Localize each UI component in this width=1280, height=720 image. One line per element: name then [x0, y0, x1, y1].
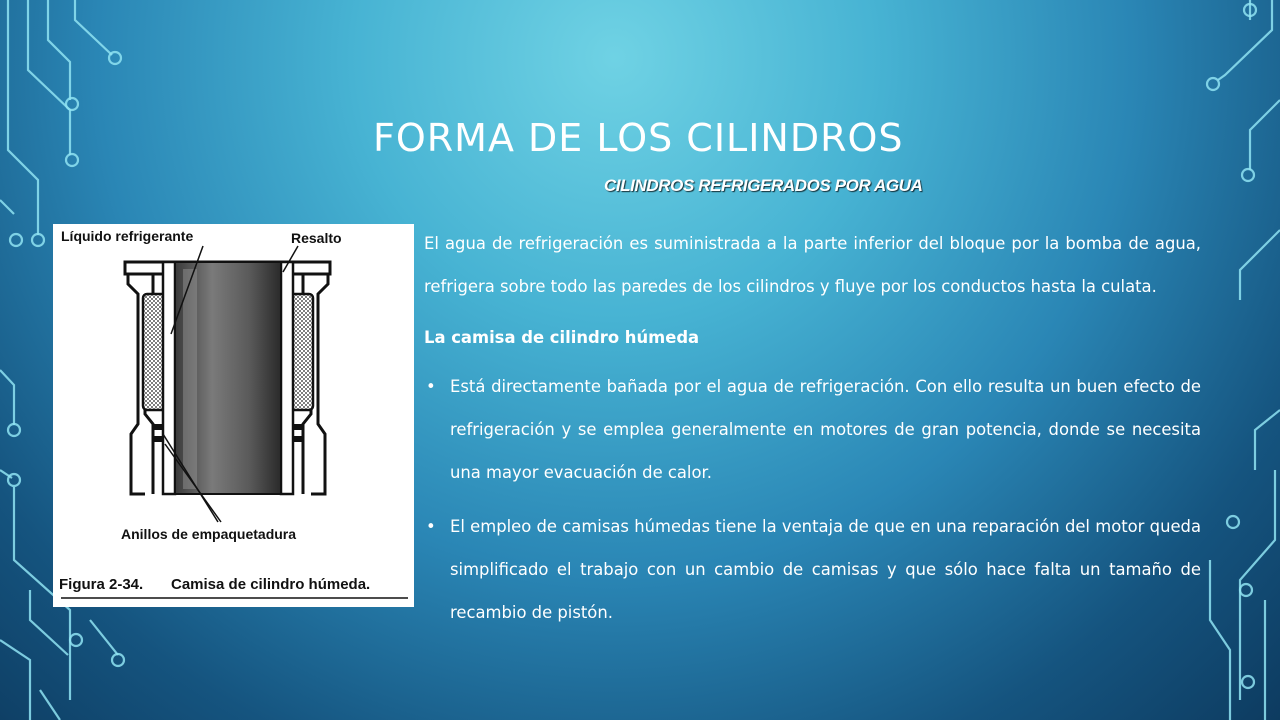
label-coolant: Líquido refrigerante: [61, 228, 194, 244]
label-collar: Resalto: [291, 230, 342, 246]
slide-body: [424, 222, 1201, 645]
intro-paragraph: El agua de refrigeración es suministrada a la parte inferior del bloque por la bomba de agua, refrigera sobre todo las paredes de los cilindros y fluye por los conductos hasta la culata.: [424, 234, 1201, 296]
bullet-text: El empleo de camisas húmedas tiene la ventaja de que en una reparación del motor queda simplificado el trabajo con un cambio de camisas y que sólo hace falta un tamaño de recambio de pistón.: [450, 517, 1201, 622]
bullet-text: Está directamente bañada por el agua de refrigeración. Con ello resulta un buen efecto de refrigeración y se emplea generalmente en motores de gran potencia, donde se necesita una mayor evacuación de calor.: [450, 377, 1201, 482]
section-heading: La camisa de cilindro húmeda: [424, 328, 700, 347]
list-item: [424, 365, 1201, 494]
bullet-icon: •: [426, 517, 436, 536]
list-item: [424, 505, 1201, 634]
cylinder-liner-diagram: [53, 224, 414, 607]
bullet-list: [424, 365, 1201, 634]
cylinder-liner-figure: [53, 224, 414, 607]
slide-subtitle: CILINDROS REFRIGERADOS POR AGUA: [604, 176, 923, 195]
figure-caption-text: Camisa de cilindro húmeda.: [171, 576, 371, 593]
label-seal-rings: Anillos de empaquetadura: [121, 526, 297, 542]
figure-caption-number: Figura 2-34.: [59, 576, 144, 593]
bullet-icon: •: [426, 377, 436, 396]
slide-title: FORMA DE LOS CILINDROS: [373, 116, 904, 160]
